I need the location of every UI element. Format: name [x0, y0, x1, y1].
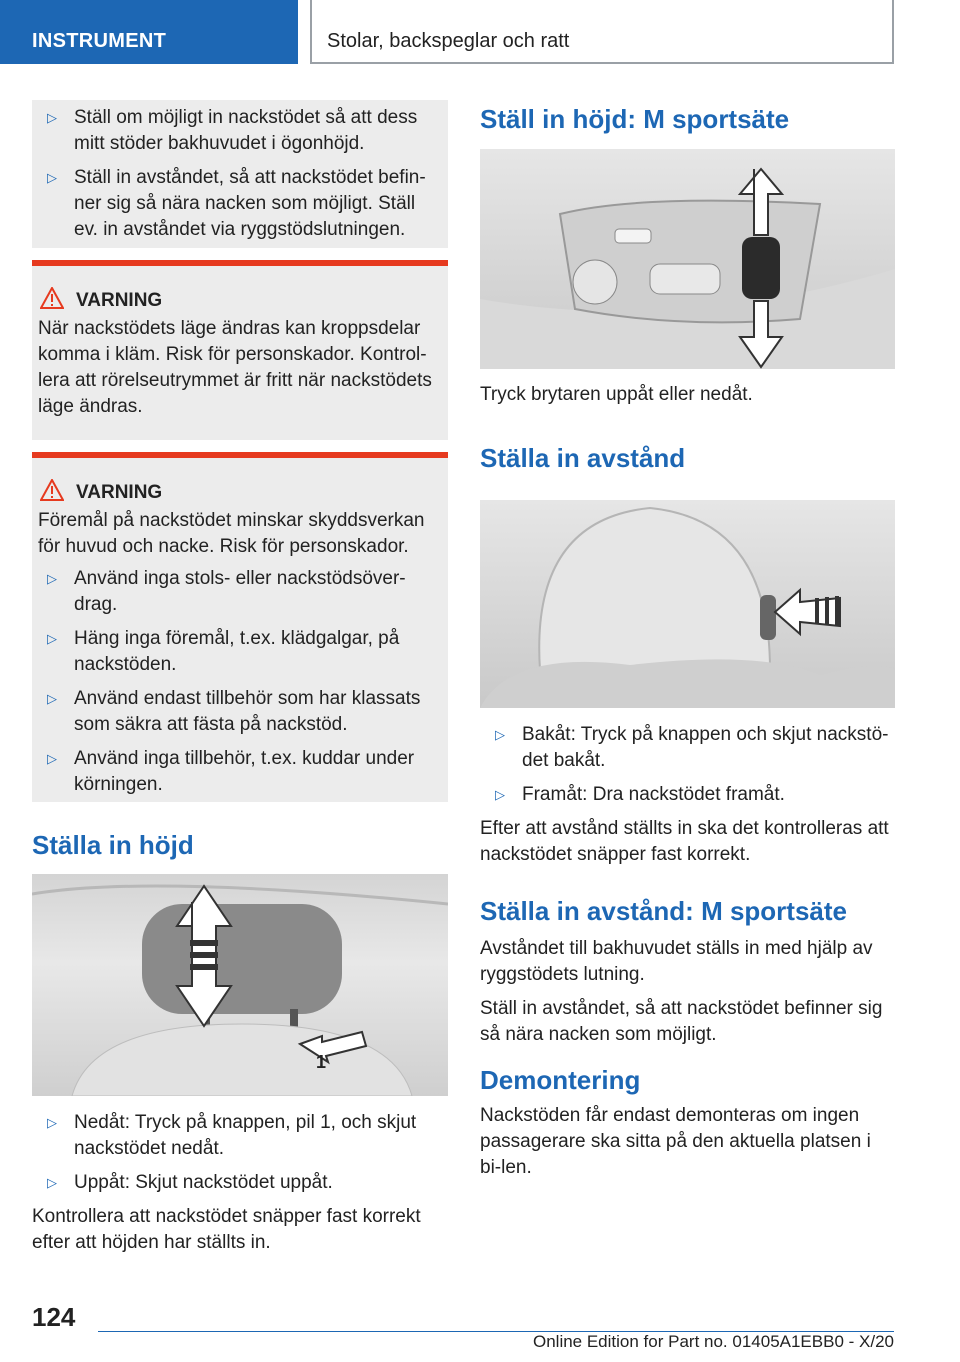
triangle-bullet-icon: ▷: [47, 751, 57, 766]
removal-text: Nackstöden får endast demonteras om ingen passagerare ska sitta på den aktuella platsen i bi-len.: [480, 1105, 871, 1178]
bullet-text: Använd inga stols- eller nackstödsöver-drag.: [74, 568, 406, 615]
m-distance-heading: Ställa in avstånd: M sportsäte: [480, 896, 847, 926]
warning-triangle-icon: [40, 479, 64, 501]
m-height-text: Tryck brytaren uppåt eller nedåt.: [480, 384, 753, 405]
bullet-text: Använd inga tillbehör, t.ex. kuddar under körningen.: [74, 748, 415, 795]
bullet-text: Uppåt: Skjut nackstödet uppåt.: [74, 1172, 333, 1193]
triangle-bullet-icon: ▷: [47, 691, 57, 706]
triangle-bullet-icon: ▷: [47, 110, 57, 125]
warning-box-1: [32, 260, 448, 440]
warning-text: När nackstödets läge ändras kan kroppsdelar komma i kläm. Risk för personskador. Kontrol-lera att rörelseutrymmet är fritt när nackstödets läge ändras.: [38, 318, 432, 417]
warning-box-2: [32, 452, 448, 802]
warning-title-text: VARNING: [76, 482, 163, 503]
header-section-tab: [0, 0, 298, 64]
list-item: [480, 782, 895, 808]
headrest-distance-illustration: [480, 500, 895, 708]
body-text: Avståndet till bakhuvudet ställs in med hjälp av ryggstödets lutning.: [480, 938, 873, 985]
list-item: [32, 686, 448, 738]
bullet-text: Ställ om möjligt in nackstödet så att dess mitt stöder bakhuvudet i ögonhöjd.: [74, 107, 418, 154]
footer-edition: Online Edition for Part no. 01405A1EBB0 - X/20: [532, 1332, 894, 1351]
intro-box: [32, 100, 448, 248]
warning-triangle-icon: [40, 287, 64, 309]
height-heading: Ställa in höjd: [32, 830, 194, 860]
triangle-bullet-icon: ▷: [47, 631, 57, 646]
list-item: [32, 746, 448, 798]
header-chapter-tab: [310, 0, 894, 64]
list-item: [32, 165, 448, 243]
triangle-bullet-icon: ▷: [47, 1115, 57, 1130]
bullet-text: Nedåt: Tryck på knappen, pil 1, och skjut nackstödet nedåt.: [74, 1112, 417, 1159]
list-item: [32, 626, 448, 678]
warning-text: Föremål på nackstödet minskar skyddsverkan för huvud och nacke. Risk för personskador.: [38, 510, 425, 557]
body-text: Ställ in avståndet, så att nackstödet befinner sig så nära nacken som möjligt.: [480, 998, 883, 1045]
headrest-height-illustration: [32, 874, 448, 1096]
list-item: [32, 1170, 448, 1196]
bullet-text: Bakåt: Tryck på knappen och skjut nackstö-det bakåt.: [522, 724, 889, 771]
warning-title: [76, 290, 448, 312]
body-text: Efter att avstånd ställts in ska det kontrolleras att nackstödet snäpper fast korrekt.: [480, 818, 889, 865]
triangle-bullet-icon: ▷: [495, 787, 505, 802]
callout-number: 1: [316, 1052, 327, 1072]
bullet-text: Använd endast tillbehör som har klassats som säkra att fästa på nackstöd.: [74, 688, 421, 735]
list-item: [32, 1110, 448, 1162]
list-item: [32, 105, 448, 157]
page-number: 124: [32, 1302, 76, 1332]
triangle-bullet-icon: ▷: [47, 571, 57, 586]
triangle-bullet-icon: ▷: [495, 727, 505, 742]
triangle-bullet-icon: ▷: [47, 1175, 57, 1190]
headrest-distance-image: [480, 500, 895, 708]
header-section-label: INSTRUMENT: [32, 30, 167, 52]
list-item: [480, 722, 895, 774]
distance-bullets: [480, 722, 895, 868]
bullet-text: Framåt: Dra nackstödet framåt.: [522, 784, 785, 805]
m-distance-body: [480, 936, 895, 1048]
header-chapter-label: Stolar, backspeglar och ratt: [327, 30, 570, 52]
headrest-height-image: [32, 874, 448, 1096]
m-height-heading: Ställ in höjd: M sportsäte: [480, 104, 790, 134]
seat-switch-illustration: [480, 149, 895, 369]
warning-title-text: VARNING: [76, 290, 163, 311]
bullet-text: Häng inga föremål, t.ex. klädgalgar, på nackstöden.: [74, 628, 400, 675]
distance-heading: Ställa in avstånd: [480, 443, 686, 473]
list-item: [32, 566, 448, 618]
triangle-bullet-icon: ▷: [47, 170, 57, 185]
bullet-text: Ställ in avståndet, så att nackstödet befin-ner sig så nära nacken som möjligt. Ställ ev. in avståndet via ryggstödslutningen.: [74, 167, 426, 240]
warning-title: [76, 482, 448, 504]
m-sport-seat-switch-image: [480, 149, 895, 369]
footer-rule: [98, 1331, 894, 1351]
height-bullets: [32, 1110, 448, 1256]
body-text: Kontrollera att nackstödet snäpper fast korrekt efter att höjden har ställts in.: [32, 1206, 421, 1253]
removal-heading: Demontering: [480, 1065, 641, 1095]
